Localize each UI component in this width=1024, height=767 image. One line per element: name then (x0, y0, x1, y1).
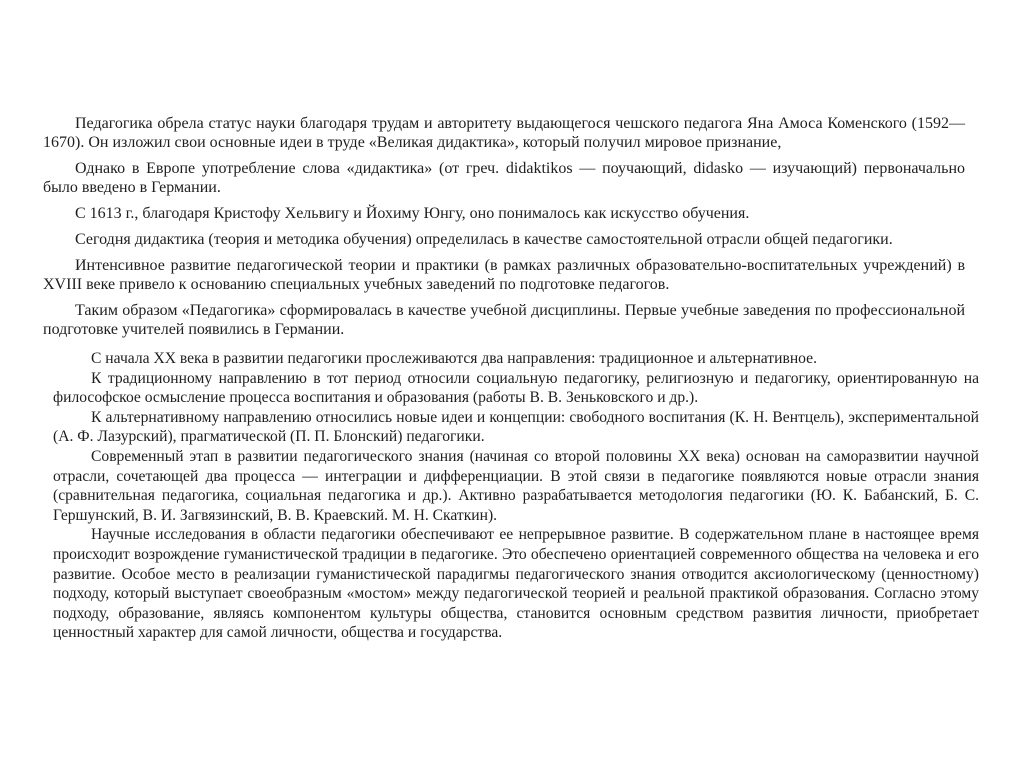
paragraph-didactics-term: Однако в Европе употребление слова «дидактика» (от греч. didaktikos — поучающий, didasko — изучающий) первоначально было введено в Германии. (43, 160, 965, 196)
paragraph-traditional-direction: К традиционному направлению в тот период относили социальную педагогику, религиозную и педагогику, ориентированную на философское осмысление процесса воспитания и образования (работы В. В. Зеньковского и др.). (53, 369, 979, 407)
paragraph-didactics-today: Сегодня дидактика (теория и методика обучения) определилась в качестве самостоятельной отрасли общей педагогики. (75, 231, 893, 248)
paragraph-comenius: Педагогика обрела статус науки благодаря трудам и авторитету выдающегося чешского педагога Яна Амоса Коменского (1592—1670). Он изложил свои основные идеи в труде «Великая дидактика», который получил мировое признание, (43, 115, 965, 151)
history-of-pedagogy-section (43, 114, 965, 346)
paragraph-discipline-formed: Таким образом «Педагогика» сформировалась в качестве учебной дисциплины. Первые учебные заведения по профессиональной подготовке учителей появились в Германии. (43, 302, 965, 338)
paragraph-xx-century: С начала XX века в развитии педагогики прослеживаются два направления: традиционное и альтернативное. (91, 350, 817, 367)
paragraph-modern-stage: Современный этап в развитии педагогического знания (начиная со второй половины XX века) основан на саморазвитии научной отрасли, сочетающей два процесса — интеграции и дифференциации. В этой связи в педагогике появляются новые отрасли знания (сравнительная педагогика, социальная педагогика и др.). Активно разрабатывается методология педагогики (Ю. К. Бабанский, Б. С. Гершунский, В. И. Загвязинский, В. В. Краевский. М. Н. Скаткин). (53, 447, 979, 524)
paragraph-xviii-century: Интенсивное развитие педагогической теории и практики (в рамках различных образовательно-воспитательных учреждений) в XVIII веке привело к основанию специальных учебных заведений по подготовке педагогов. (43, 257, 965, 293)
modern-pedagogy-section (53, 349, 979, 643)
paragraph-scientific-research: Научные исследования в области педагогики обеспечивают ее непрерывное развитие. В содержательном плане в настоящее время происходит возрождение гуманистической традиции в педагогике. Это обеспечено ориентацией современного общества на человека и его развитие. Особое место в реализации гуманистической парадигмы педагогического знания отводится аксиологическому (ценностному) подходу, который выступает своеобразным «мостом» между педагогической теорией и реальной практикой образования. Согласно этому подходу, образование, являясь компонентом культуры общества, становится основным средством развития личности, приобретает ценностный характер для самой личности, общества и государства. (53, 526, 979, 642)
paragraph-alternative-direction: К альтернативному направлению относились новые идеи и концепции: свободного воспитания (К. Н. Вентцель), экспериментальной (А. Ф. Лазурский), прагматической (П. П. Блонский) педагогики. (53, 408, 979, 446)
paragraph-1613: С 1613 г., благодаря Кристофу Хельвигу и Йохиму Юнгу, оно понималось как искусство обучения. (75, 205, 750, 222)
